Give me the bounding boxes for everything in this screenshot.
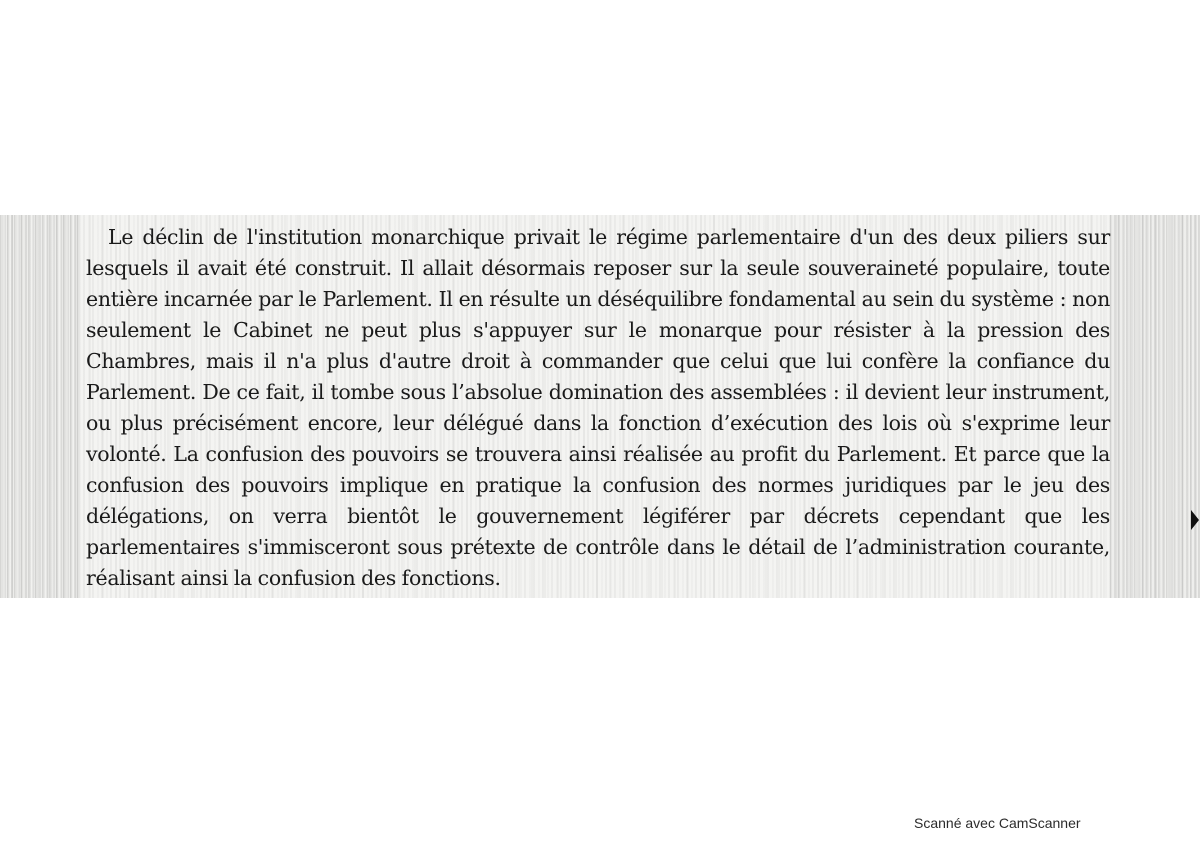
camscanner-watermark: Scanné avec CamScanner	[914, 815, 1081, 831]
scan-noise-right	[1110, 215, 1200, 598]
edge-arrow-icon	[1191, 510, 1199, 530]
scan-noise-left	[0, 215, 80, 598]
body-paragraph: Le déclin de l'institution monarchique privait le régime parlementaire d'un des deux piliers sur lesquels il avait été construit. Il allait désormais reposer sur la seule souveraineté populaire, toute entière incarnée par le Parlement. Il en résulte un déséquilibre fondamental au sein du système : non seulement le Cabinet ne peut plus s'appuyer sur le monarque pour résister à la pression des Chambres, mais il n'a plus d'autre droit à commander que celui que lui confère la confiance du Parlement. De ce fait, il tombe sous l’absolue domination des assemblées : il devient leur instrument, ou plus précisément encore, leur délégué dans la fonction d’exécution des lois où s'exprime leur volonté. La confusion des pouvoirs se trouvera ainsi réalisée au profit du Parlement. Et parce que la confusion des pouvoirs implique en pratique la confusion des normes juridiques par le jeu des délégations, on verra bientôt le gouvernement légiférer par décrets cependant que les parlementaires s'immisceront sous prétexte de contrôle dans le détail de l’administration courante, réalisant ainsi la confusion des fonctions.	[86, 225, 1110, 590]
